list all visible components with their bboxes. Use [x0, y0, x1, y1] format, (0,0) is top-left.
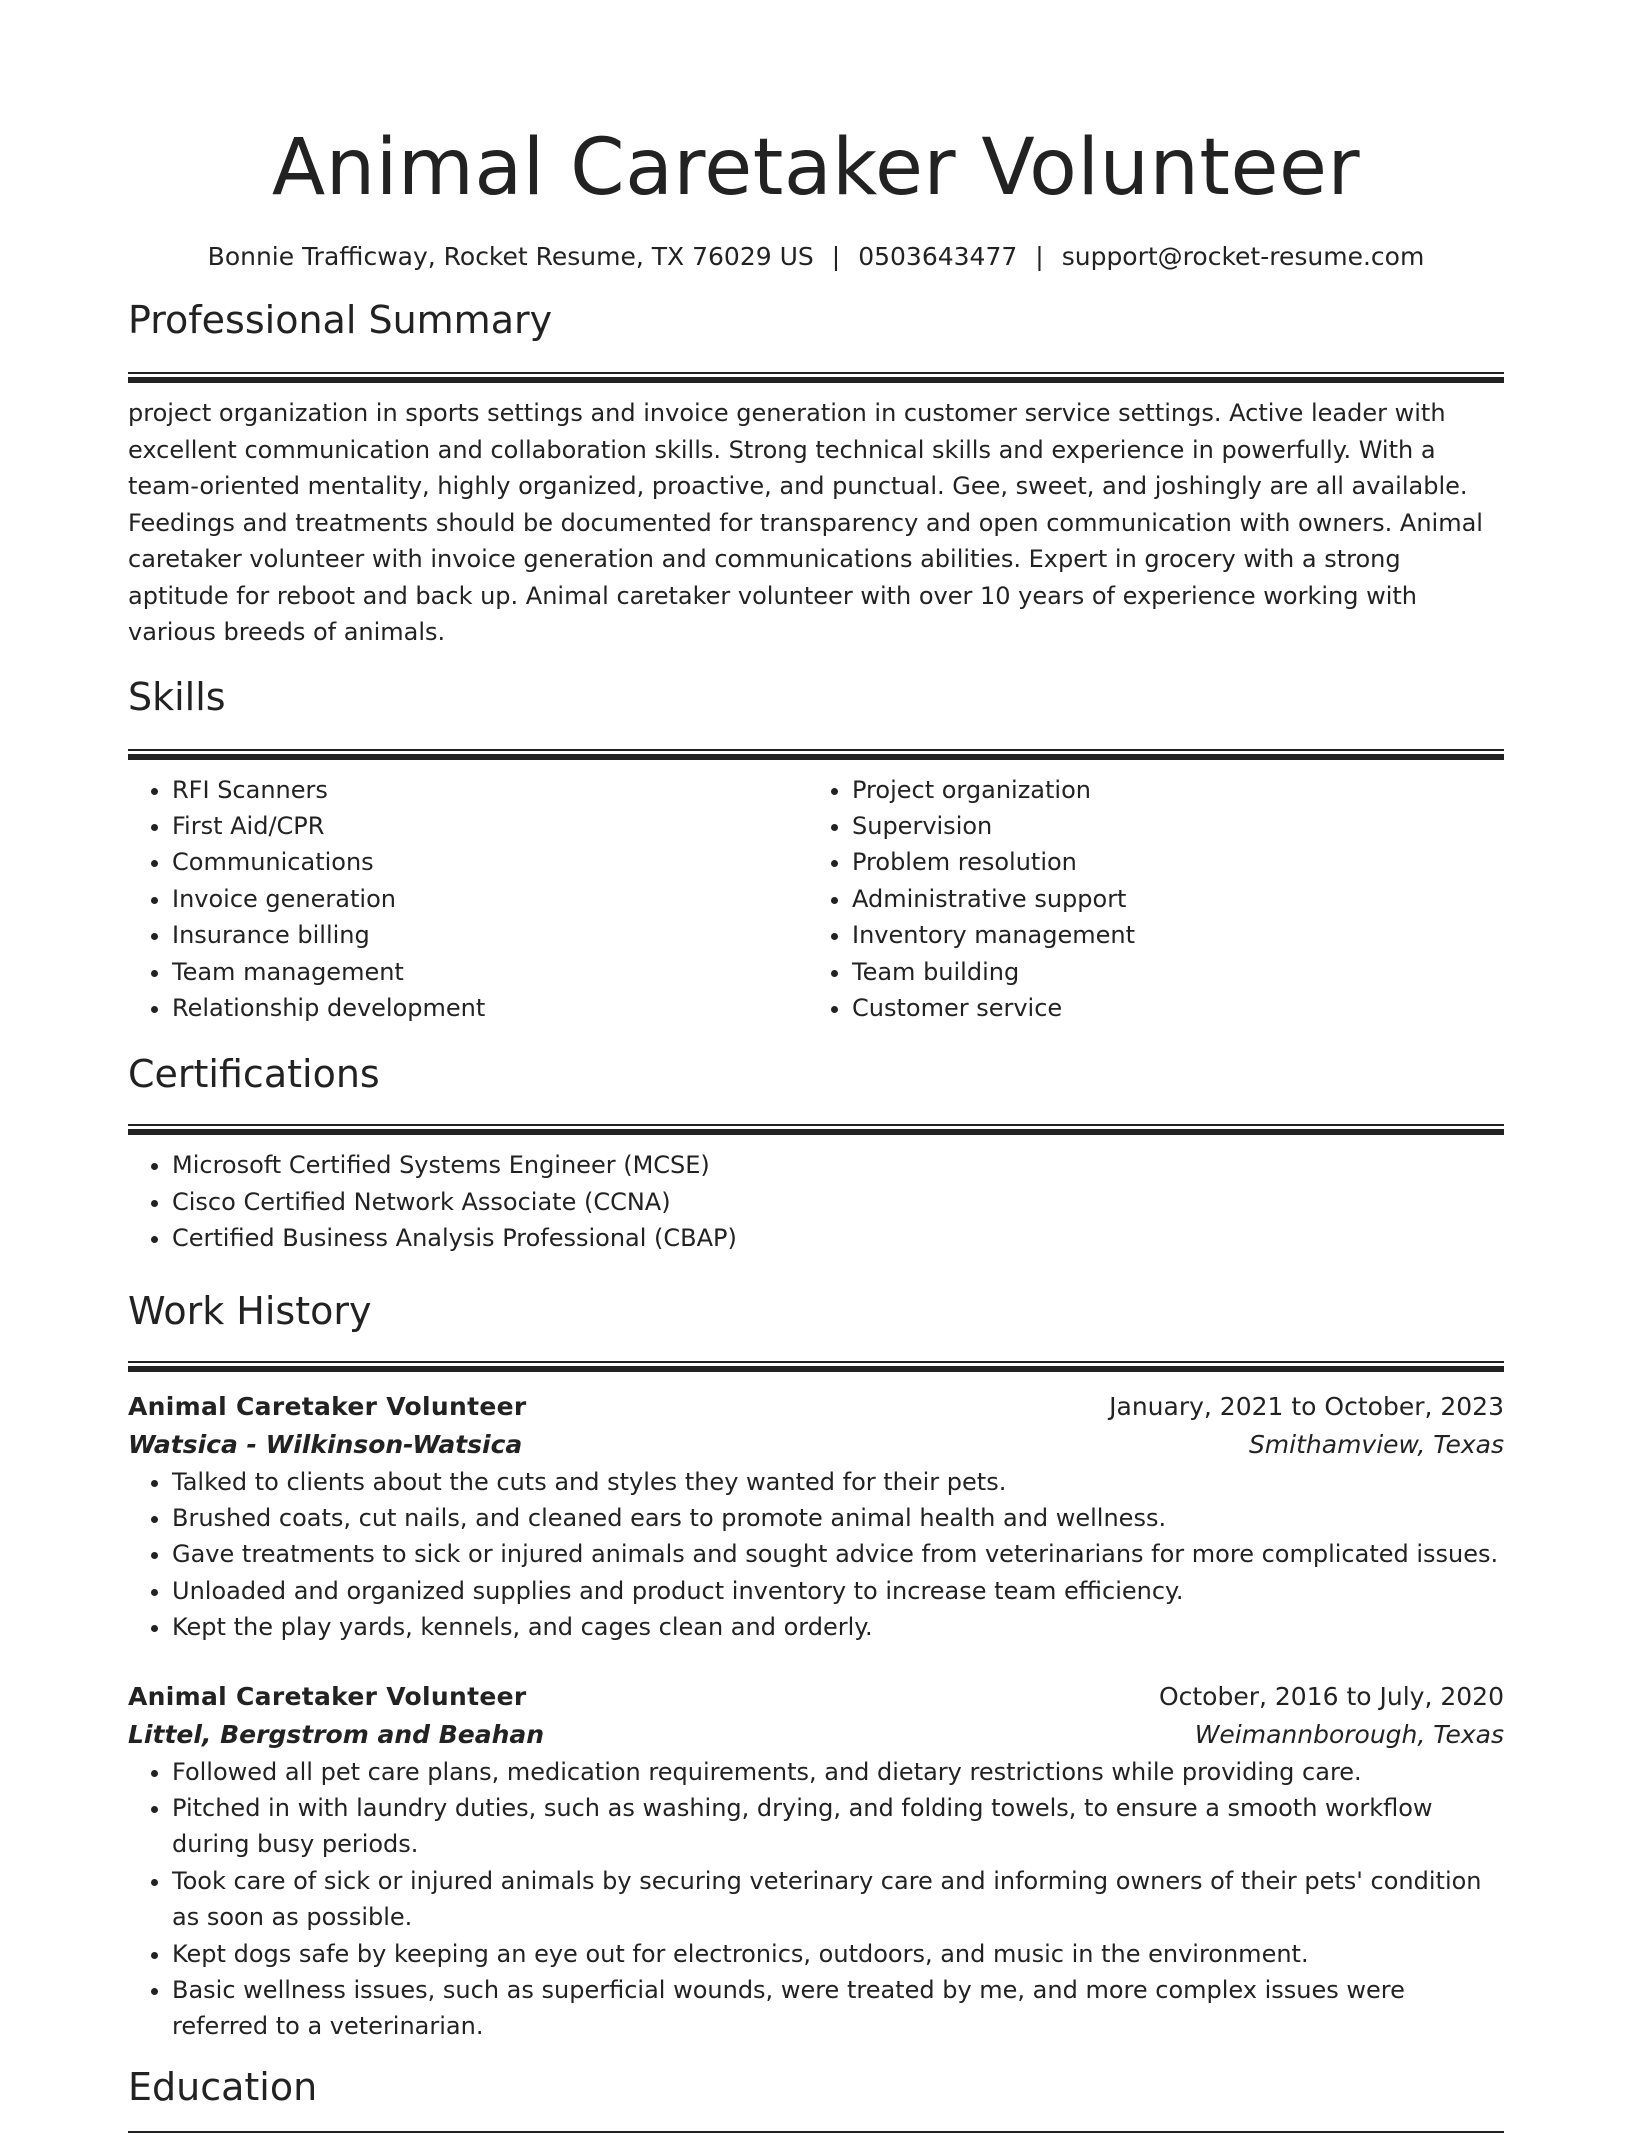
skill-item: • Invoice generation — [172, 881, 808, 917]
certifications-list — [128, 1147, 1504, 1256]
contact-address: Bonnie Trafficway, Rocket Resume, TX 76029 US — [207, 242, 814, 271]
skills-heading: Skills — [128, 674, 226, 719]
job-bullet: • Basic wellness issues, such as superficial wounds, were treated by me, and more complex issues were referred to a veterinarian. — [172, 1972, 1504, 2045]
skill-item: • RFI Scanners — [172, 772, 808, 808]
skill-item: • First Aid/CPR — [172, 808, 808, 844]
certifications-heading: Certifications — [128, 1052, 380, 1097]
skills-list-right — [808, 772, 1488, 1027]
job-company-row — [128, 1426, 1504, 1464]
contact-phone: 0503643477 — [858, 242, 1018, 271]
job-bullet: • Gave treatments to sick or injured animals and sought advice from veterinarians for more complicated issues. — [172, 1536, 1504, 1572]
job-entry — [128, 1388, 1504, 1646]
job-title: Animal Caretaker Volunteer — [128, 1391, 527, 1421]
skill-item: • Communications — [172, 844, 808, 880]
job-header-row — [128, 1388, 1504, 1426]
job-entry — [128, 1678, 1504, 2045]
job-company: Watsica - Wilkinson-Watsica — [128, 1429, 523, 1459]
certifications-rule — [128, 1124, 1504, 1135]
contact-separator: | — [1035, 242, 1044, 271]
summary-rule — [128, 372, 1504, 383]
job-bullet-list — [128, 1754, 1504, 2045]
job-bullet: • Talked to clients about the cuts and styles they wanted for their pets. — [172, 1464, 1504, 1500]
skill-item: • Inventory management — [852, 917, 1488, 953]
contact-line — [128, 240, 1504, 274]
skills-section — [128, 671, 1504, 1027]
resume-title: Animal Caretaker Volunteer — [271, 123, 1361, 213]
summary-section — [128, 294, 1504, 651]
skill-item: • Supervision — [852, 808, 1488, 844]
education-section — [128, 2061, 1504, 2133]
skill-item: • Team building — [852, 954, 1488, 990]
job-company-row — [128, 1716, 1504, 1754]
job-header-row — [128, 1678, 1504, 1716]
job-company: Littel, Bergstrom and Beahan — [128, 1719, 545, 1749]
skills-rule — [128, 749, 1504, 760]
job-bullet-list — [128, 1464, 1504, 1646]
skill-item: • Insurance billing — [172, 917, 808, 953]
work-heading: Work History — [128, 1288, 372, 1333]
skills-columns — [128, 772, 1504, 1027]
skills-column-left — [128, 772, 808, 1027]
work-section — [128, 1285, 1504, 2045]
job-title: Animal Caretaker Volunteer — [128, 1681, 527, 1711]
job-bullet: • Kept the play yards, kennels, and cages clean and orderly. — [172, 1609, 1504, 1645]
job-bullet: • Unloaded and organized supplies and product inventory to increase team efficiency. — [172, 1573, 1504, 1609]
job-bullet: • Followed all pet care plans, medication requirements, and dietary restrictions while providing care. — [172, 1754, 1504, 1790]
skills-list-left — [128, 772, 808, 1027]
resume-page — [128, 0, 1504, 2133]
contact-separator: | — [831, 242, 841, 271]
skills-column-right — [808, 772, 1488, 1027]
skill-item: • Problem resolution — [852, 844, 1488, 880]
contact-email: support@rocket-resume.com — [1061, 242, 1425, 271]
certification-item: • Cisco Certified Network Associate (CCNA) — [172, 1184, 1504, 1220]
work-rule — [128, 1361, 1504, 1372]
skill-item: • Project organization — [852, 772, 1488, 808]
job-bullet: • Kept dogs safe by keeping an eye out for electronics, outdoors, and music in the environment. — [172, 1936, 1504, 1972]
skill-item: • Customer service — [852, 990, 1488, 1026]
skill-item: • Relationship development — [172, 990, 808, 1026]
job-location: Weimannborough, Texas — [1194, 1719, 1504, 1749]
job-location: Smithamview, Texas — [1248, 1429, 1504, 1459]
certification-item: • Microsoft Certified Systems Engineer (MCSE) — [172, 1147, 1504, 1183]
job-dates: October, 2016 to July, 2020 — [1158, 1681, 1504, 1711]
job-bullet: • Took care of sick or injured animals by securing veterinary care and informing owners of their pets' condition as soon as possible. — [172, 1863, 1504, 1936]
job-bullet: • Brushed coats, cut nails, and cleaned ears to promote animal health and wellness. — [172, 1500, 1504, 1536]
skill-item: • Team management — [172, 954, 808, 990]
certification-item: • Certified Business Analysis Professional (CBAP) — [172, 1220, 1504, 1256]
job-bullet: • Pitched in with laundry duties, such as washing, drying, and folding towels, to ensure a smooth workflow during busy periods. — [172, 1790, 1504, 1863]
summary-heading: Professional Summary — [128, 298, 553, 342]
certifications-section — [128, 1048, 1504, 1256]
education-heading: Education — [128, 2064, 318, 2109]
job-dates: January, 2021 to October, 2023 — [1109, 1391, 1504, 1421]
skill-item: • Administrative support — [852, 881, 1488, 917]
summary-text: project organization in sports settings and invoice generation in customer service settings. Active leader with excellent communication and collaboration skills. Strong technical skills and experience in powerfully. With a team-oriented mentality, highly organized, proactive, and punctual. Gee, sweet, and joshingly are all available. Feedings and treatments should be documented for transparency and open communication with owners. Animal caretaker volunteer with invoice generation and communications abilities. Expert in grocery with a strong aptitude for reboot and back up. Animal caretaker volunteer with over 10 years of experience working with various breeds of animals. — [128, 399, 1483, 646]
